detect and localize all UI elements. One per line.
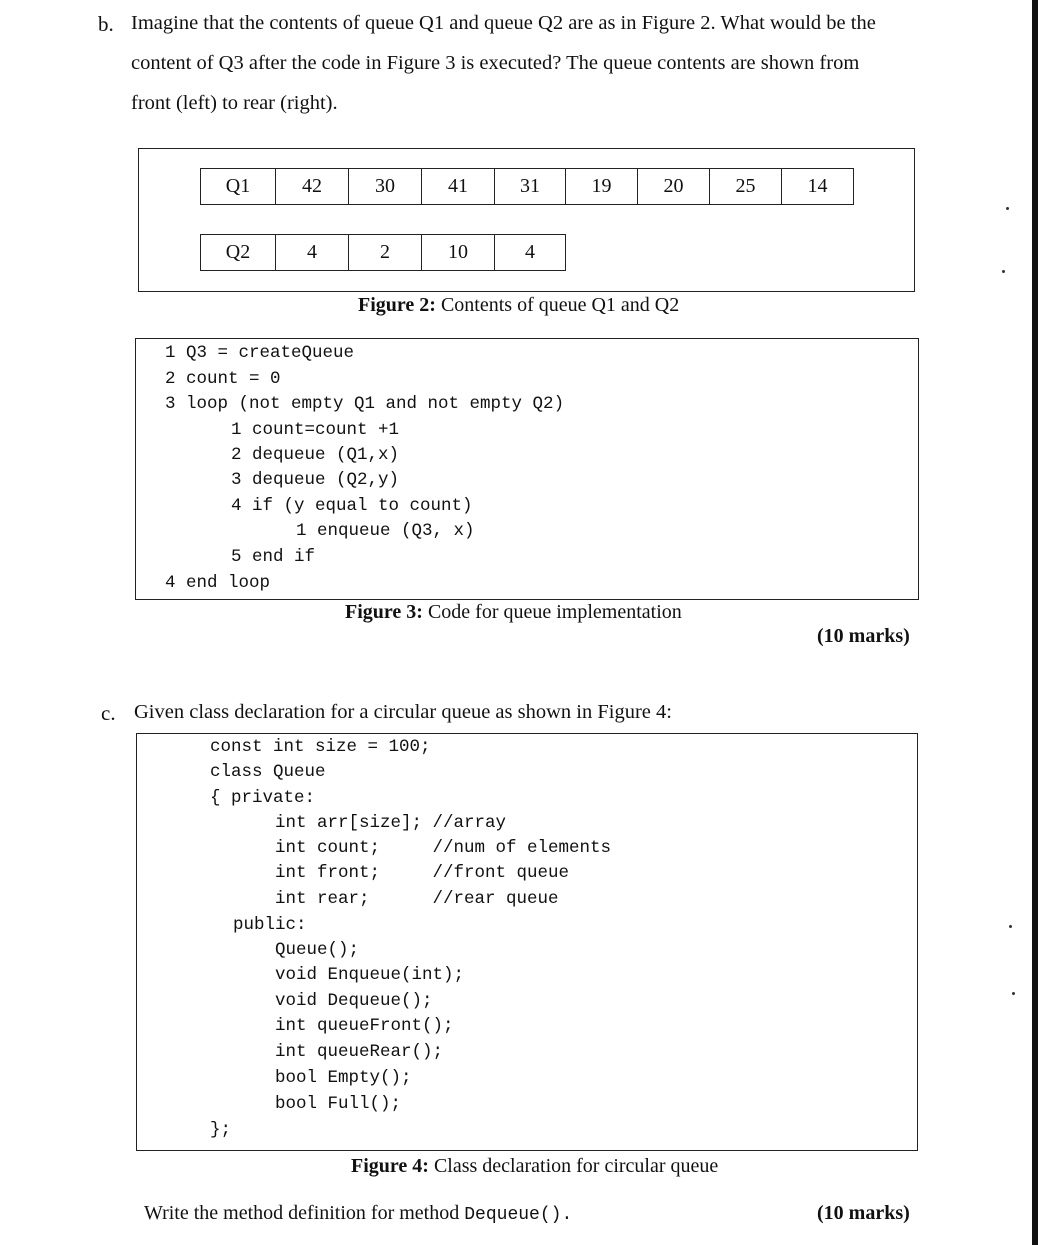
class-code-line: Queue(); <box>275 940 360 960</box>
code-line: 4 end loop <box>165 573 271 593</box>
part-c-task-code: Dequeue(). <box>464 1205 573 1225</box>
class-code-line: int queueFront(); <box>275 1016 454 1036</box>
class-code-line: }; <box>210 1120 232 1140</box>
queue-q2-cell: 4 <box>495 235 566 271</box>
part-c-task <box>144 1202 572 1225</box>
scan-speck <box>1002 270 1005 273</box>
queue-q1-cell: 19 <box>566 169 638 205</box>
code-line: 1 enqueue (Q3, x) <box>296 521 475 541</box>
queue-q1-cell: 41 <box>422 169 495 205</box>
page-edge <box>1032 0 1038 1245</box>
class-code-line: int rear; //rear queue <box>275 889 559 909</box>
part-b-question-line1: Imagine that the contents of queue Q1 and queue Q2 are as in Figure 2. What would be the <box>131 12 876 34</box>
code-line: 2 dequeue (Q1,x) <box>231 445 400 465</box>
code-line: 2 count = 0 <box>165 369 281 389</box>
scan-speck <box>1009 925 1012 928</box>
queue-q1-label: Q1 <box>201 169 276 205</box>
class-code-line: class Queue <box>210 762 326 782</box>
figure4-caption <box>351 1155 718 1178</box>
part-b-label: b. <box>98 12 114 36</box>
figure3-caption-text: Code for queue implementation <box>422 601 682 623</box>
code-line: 3 loop (not empty Q1 and not empty Q2) <box>165 394 565 414</box>
class-code-line: bool Empty(); <box>275 1068 412 1088</box>
code-line: 3 dequeue (Q2,y) <box>231 470 400 490</box>
queue-q1-cell: 31 <box>495 169 566 205</box>
class-code-line: void Enqueue(int); <box>275 965 465 985</box>
figure4-caption-text: Class declaration for circular queue <box>428 1155 719 1177</box>
queue-q2-table <box>200 234 566 271</box>
queue-q2-cell: 4 <box>276 235 349 271</box>
code-line: 1 Q3 = createQueue <box>165 343 355 363</box>
class-code-line: { private: <box>210 788 316 808</box>
figure2-caption-text: Contents of queue Q1 and Q2 <box>435 294 680 316</box>
part-b-question-line3: front (left) to rear (right). <box>131 92 338 114</box>
scan-speck <box>1012 992 1015 995</box>
queue-q2-cell: 2 <box>349 235 422 271</box>
class-code-line: bool Full(); <box>275 1094 402 1114</box>
scan-speck <box>1006 207 1009 210</box>
code-line: 4 if (y equal to count) <box>231 496 473 516</box>
figure2-caption <box>358 294 679 317</box>
queue-q1-table <box>200 168 854 205</box>
figure3-caption <box>345 601 682 624</box>
queue-q1-cell: 30 <box>349 169 422 205</box>
class-code-line: int arr[size]; //array <box>275 813 507 833</box>
code-line: 1 count=count +1 <box>231 420 400 440</box>
queue-q1-row <box>201 169 854 205</box>
queue-q1-cell: 25 <box>710 169 782 205</box>
part-c-intro: Given class declaration for a circular queue as shown in Figure 4: <box>134 701 672 723</box>
part-b-question-line2: content of Q3 after the code in Figure 3 is executed? The queue contents are shown from <box>131 52 860 74</box>
class-code-line: void Dequeue(); <box>275 991 433 1011</box>
queue-q2-row <box>201 235 566 271</box>
queue-q1-cell: 14 <box>782 169 854 205</box>
class-code-line: int queueRear(); <box>275 1042 444 1062</box>
part-c-marks: (10 marks) <box>817 1202 910 1224</box>
part-c-label: c. <box>101 701 116 725</box>
class-code-line: int count; //num of elements <box>275 838 612 858</box>
figure3-caption-label: Figure 3: <box>345 601 423 623</box>
class-code-line: const int size = 100; <box>210 737 431 757</box>
class-code-line: int front; //front queue <box>275 863 570 883</box>
part-b-marks: (10 marks) <box>817 625 910 647</box>
code-line: 5 end if <box>231 547 316 567</box>
figure4-caption-label: Figure 4: <box>351 1155 429 1177</box>
class-code-line: public: <box>233 915 307 935</box>
queue-q2-label: Q2 <box>201 235 276 271</box>
queue-q1-cell: 20 <box>638 169 710 205</box>
part-c-task-text: Write the method definition for method <box>144 1202 465 1224</box>
figure2-caption-label: Figure 2: <box>358 294 436 316</box>
queue-q1-cell: 42 <box>276 169 349 205</box>
queue-q2-cell: 10 <box>422 235 495 271</box>
